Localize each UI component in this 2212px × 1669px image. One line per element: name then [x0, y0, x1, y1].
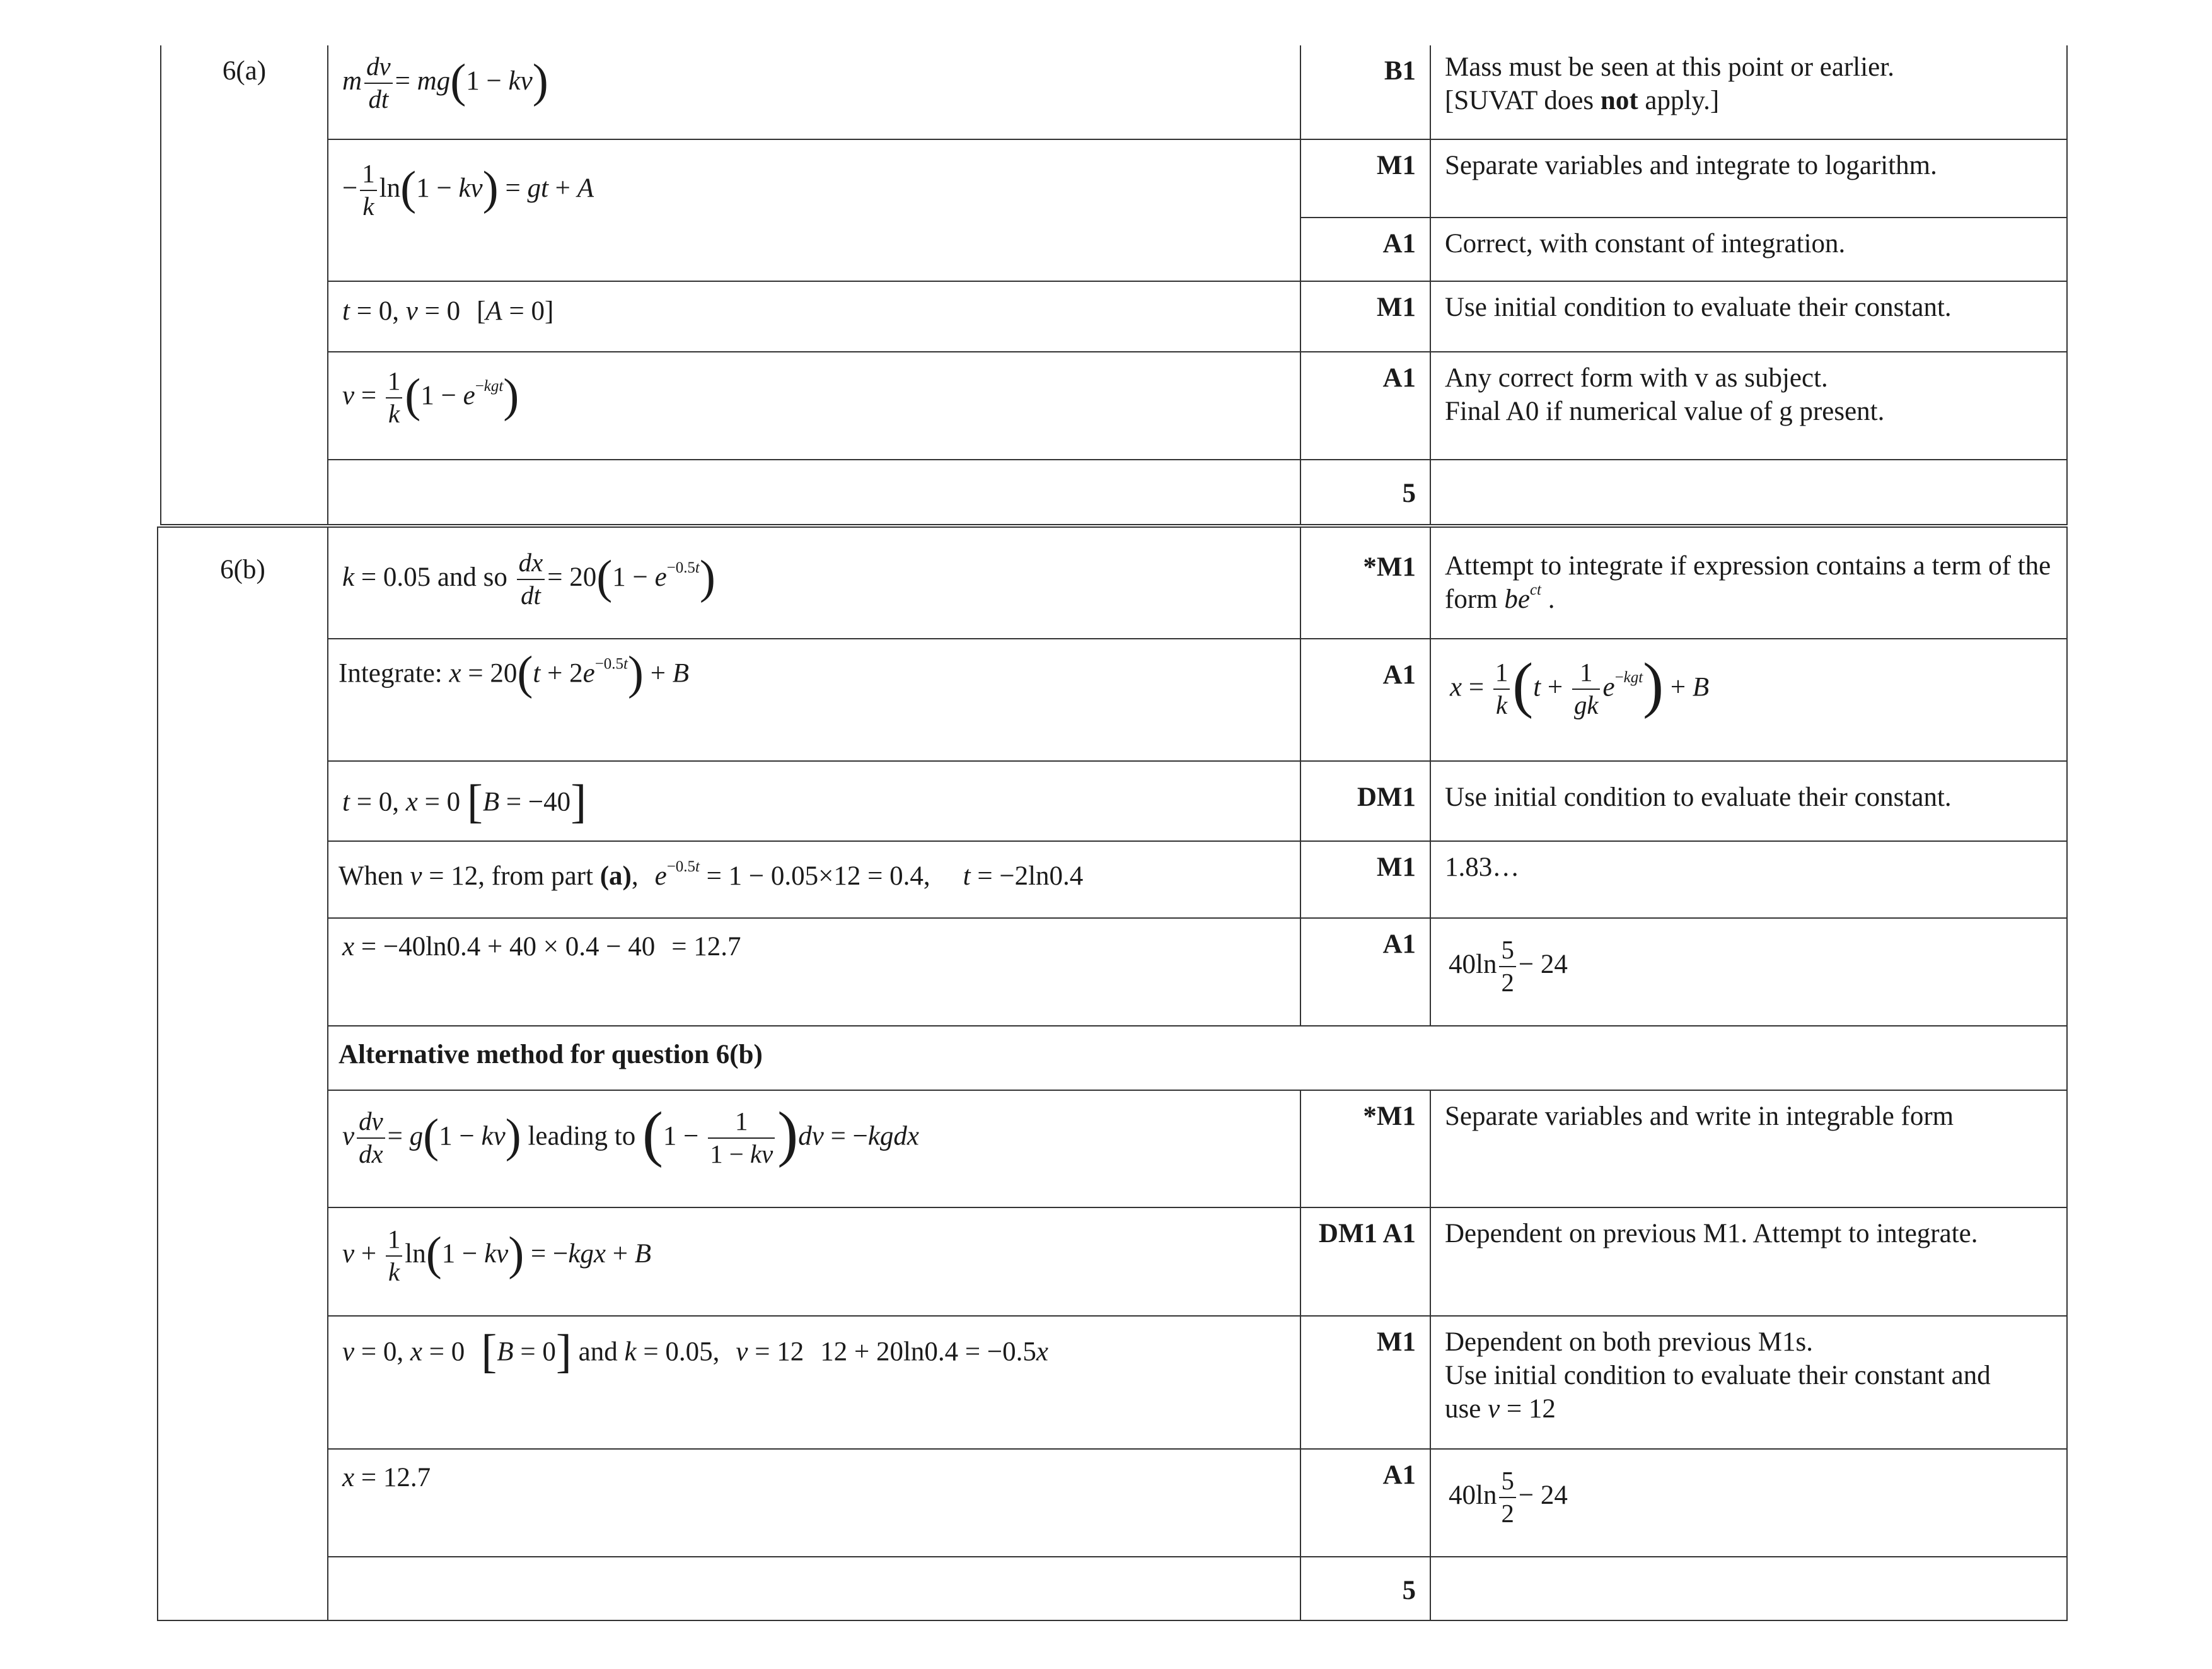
guidance-cell: 1.83…: [1430, 841, 2067, 918]
mark-cell: M1: [1300, 281, 1430, 352]
question-label: 6(a): [161, 45, 328, 525]
question-label: 6(b): [158, 527, 328, 1620]
guidance-cell: Dependent on both previous M1s. Use initial condition to evaluate their constant and use v = 12: [1430, 1316, 2067, 1449]
mark-cell: A1: [1300, 639, 1430, 761]
part-a-table: [160, 45, 2068, 525]
mark-total: 5: [1300, 1557, 1430, 1620]
answer-cell: v = $\frac{1}{k}$ $(1 - e^{-kgt})$: [328, 352, 1300, 460]
answer-cell: Integrate: $x = 20(t + 2e^{-0.5t}) + B$: [328, 639, 1300, 761]
mark-cell: A1: [1300, 1449, 1430, 1557]
answer-cell: v $\frac{dv}{dx}$ = g(1 − kv) leading to (1 − $\frac{1}{1 - kv}$ )dv = −kgdx: [328, 1090, 1300, 1207]
mark-cell: A1: [1300, 918, 1430, 1026]
answer-cell: k = 0.05 and so $\frac{dx}{dt}$ = $20(1 - e^{-0.5t})$: [328, 527, 1300, 639]
mark-cell: B1: [1300, 45, 1430, 139]
guidance-cell: x = $\frac{1}{k}$ (t + $\frac{1}{gk}$ $e^{-kgt}) + B$: [1430, 639, 2067, 761]
guidance-cell: Use initial condition to evaluate their constant.: [1430, 281, 2067, 352]
guidance-cell: Attempt to integrate if expression contains a term of the form $be^{ct}$ .: [1430, 527, 2067, 639]
guidance-cell: Separate variables and integrate to logarithm.: [1430, 139, 2067, 218]
mark-total: 5: [1300, 460, 1430, 525]
answer-cell: x = 12.7: [328, 1449, 1300, 1557]
mark-cell: *M1: [1300, 1090, 1430, 1207]
answer-cell: t = 0, v = 0 [A = 0]: [328, 281, 1300, 352]
guidance-cell: Mass must be seen at this point or earlier. [SUVAT does not apply.]: [1430, 45, 2067, 139]
answer-cell: x = −40ln0.4 + 40 × 0.4 − 40 = 12.7: [328, 918, 1300, 1026]
mark-cell: A1: [1300, 218, 1430, 281]
guidance-cell: 40ln $\frac{5}{2}$ − 24: [1430, 1449, 2067, 1557]
answer-cell: [328, 1557, 1300, 1620]
guidance-cell: [1430, 1557, 2067, 1620]
part-b-table: [157, 526, 2068, 1621]
guidance-cell: Dependent on previous M1. Attempt to integrate.: [1430, 1207, 2067, 1316]
answer-cell: When v = 12, from part (a), $e^{-0.5t} = 1 - 0.05\times 12 = 0.4$, t = −2ln0.4: [328, 841, 1300, 918]
guidance-cell: Correct, with constant of integration.: [1430, 218, 2067, 281]
answer-cell: t = 0, x = 0 [B = −40]: [328, 761, 1300, 841]
answer-cell: − $\frac{1}{k}$ ln(1 − kv) = gt + A: [328, 139, 1300, 281]
mark-cell: A1: [1300, 352, 1430, 460]
guidance-cell: [1430, 460, 2067, 525]
guidance-cell: Any correct form with v as subject. Final A0 if numerical value of g present.: [1430, 352, 2067, 460]
mark-cell: DM1: [1300, 761, 1430, 841]
mark-cell: DM1 A1: [1300, 1207, 1430, 1316]
guidance-cell: 40ln $\frac{5}{2}$ − 24: [1430, 918, 2067, 1026]
answer-cell: m $\frac{dv}{dt}$ = mg(1 − kv): [328, 45, 1300, 139]
mark-cell: M1: [1300, 841, 1430, 918]
guidance-cell: Separate variables and write in integrable form: [1430, 1090, 2067, 1207]
mark-cell: M1: [1300, 139, 1430, 218]
answer-cell: [328, 460, 1300, 525]
guidance-cell: Use initial condition to evaluate their constant.: [1430, 761, 2067, 841]
answer-cell: v + $\frac{1}{k}$ ln(1 − kv) = −kgx + B: [328, 1207, 1300, 1316]
answer-cell: v = 0, x = 0 [B = 0] and k = 0.05, v = 12 12 + 20ln0.4 = −0.5x: [328, 1316, 1300, 1449]
mark-cell: *M1: [1300, 527, 1430, 639]
alternative-method-heading: Alternative method for question 6(b): [328, 1026, 2067, 1090]
mark-cell: M1: [1300, 1316, 1430, 1449]
